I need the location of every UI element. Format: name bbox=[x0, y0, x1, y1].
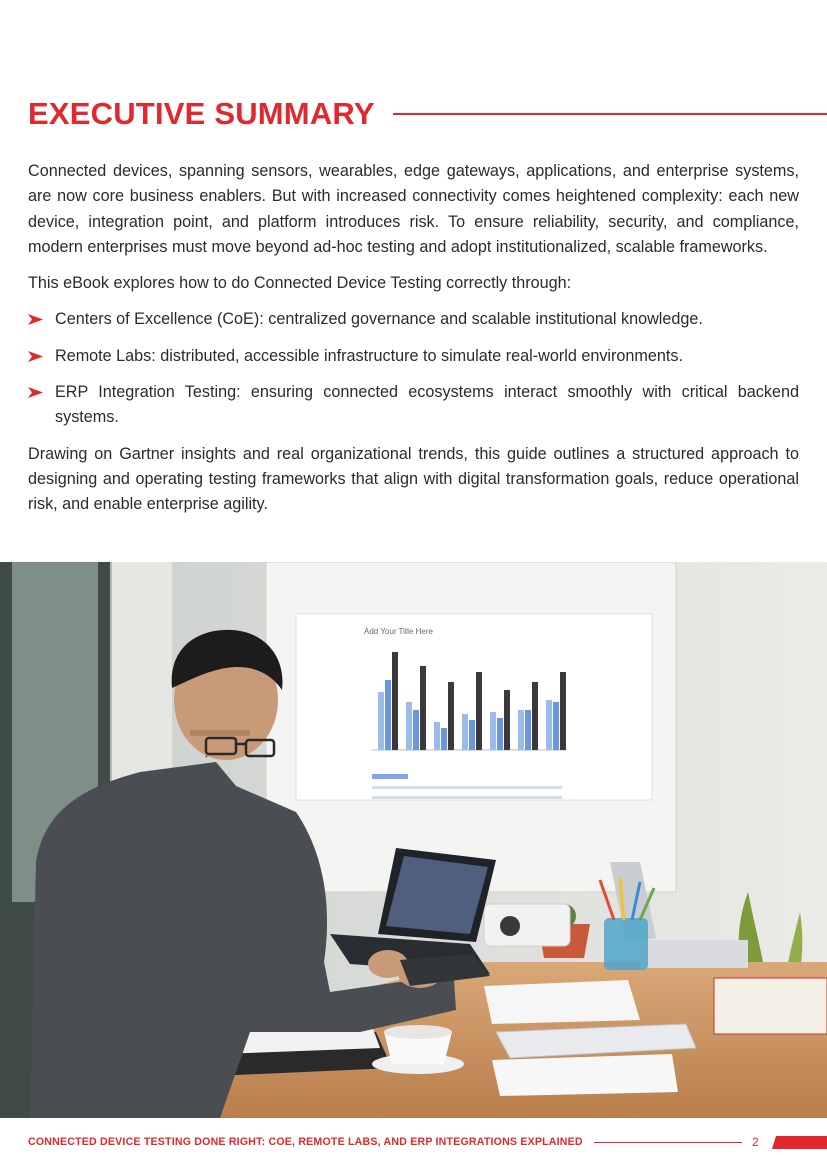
footer-title: CONNECTED DEVICE TESTING DONE RIGHT: COE, REMOTE LABS, AND ERP INTEGRATIONS EXPLAINED bbox=[28, 1136, 583, 1148]
footer-divider bbox=[594, 1142, 742, 1143]
body-text bbox=[28, 159, 799, 529]
arrow-bullet-icon bbox=[28, 314, 43, 325]
list-item bbox=[28, 380, 799, 431]
heading-row bbox=[28, 96, 799, 136]
office-photo bbox=[0, 562, 827, 1118]
footer bbox=[0, 1128, 827, 1156]
bullet-list bbox=[28, 307, 799, 430]
closing-paragraph: Drawing on Gartner insights and real organizational trends, this guide outlines a structured approach to designing and operating testing frameworks that align with digital transformation goals, reduce operational risk, and enable enterprise agility. bbox=[28, 444, 799, 514]
arrow-bullet-icon bbox=[28, 387, 43, 398]
heading-divider bbox=[393, 113, 827, 115]
footer-accent-tab bbox=[772, 1136, 827, 1149]
intro-paragraph: Connected devices, spanning sensors, wearables, edge gateways, applications, and enterprise systems, are now core business enablers. But with increased connectivity comes heightened complexity: each new device, integration point, and platform introduces risk. To ensure reliability, security, and compliance, modern enterprises must move beyond ad-hoc testing and adopt institutionalized, scalable frameworks. bbox=[28, 162, 799, 256]
bullet-text: ERP Integration Testing: ensuring connected ecosystems interact smoothly with critical backend systems. bbox=[55, 383, 799, 427]
bullet-text: Centers of Excellence (CoE): centralized governance and scalable institutional knowledge. bbox=[55, 310, 703, 329]
page-title: EXECUTIVE SUMMARY bbox=[28, 96, 375, 131]
arrow-bullet-icon bbox=[28, 351, 43, 362]
list-item bbox=[28, 344, 799, 369]
lead-paragraph: This eBook explores how to do Connected Device Testing correctly through: bbox=[28, 274, 572, 293]
list-item bbox=[28, 307, 799, 332]
screen-chart-title: Add Your Title Here bbox=[364, 627, 433, 636]
bullet-text: Remote Labs: distributed, accessible infrastructure to simulate real-world environments. bbox=[55, 346, 683, 365]
office-photo-illustration bbox=[0, 562, 827, 1118]
page-number: 2 bbox=[752, 1135, 759, 1149]
